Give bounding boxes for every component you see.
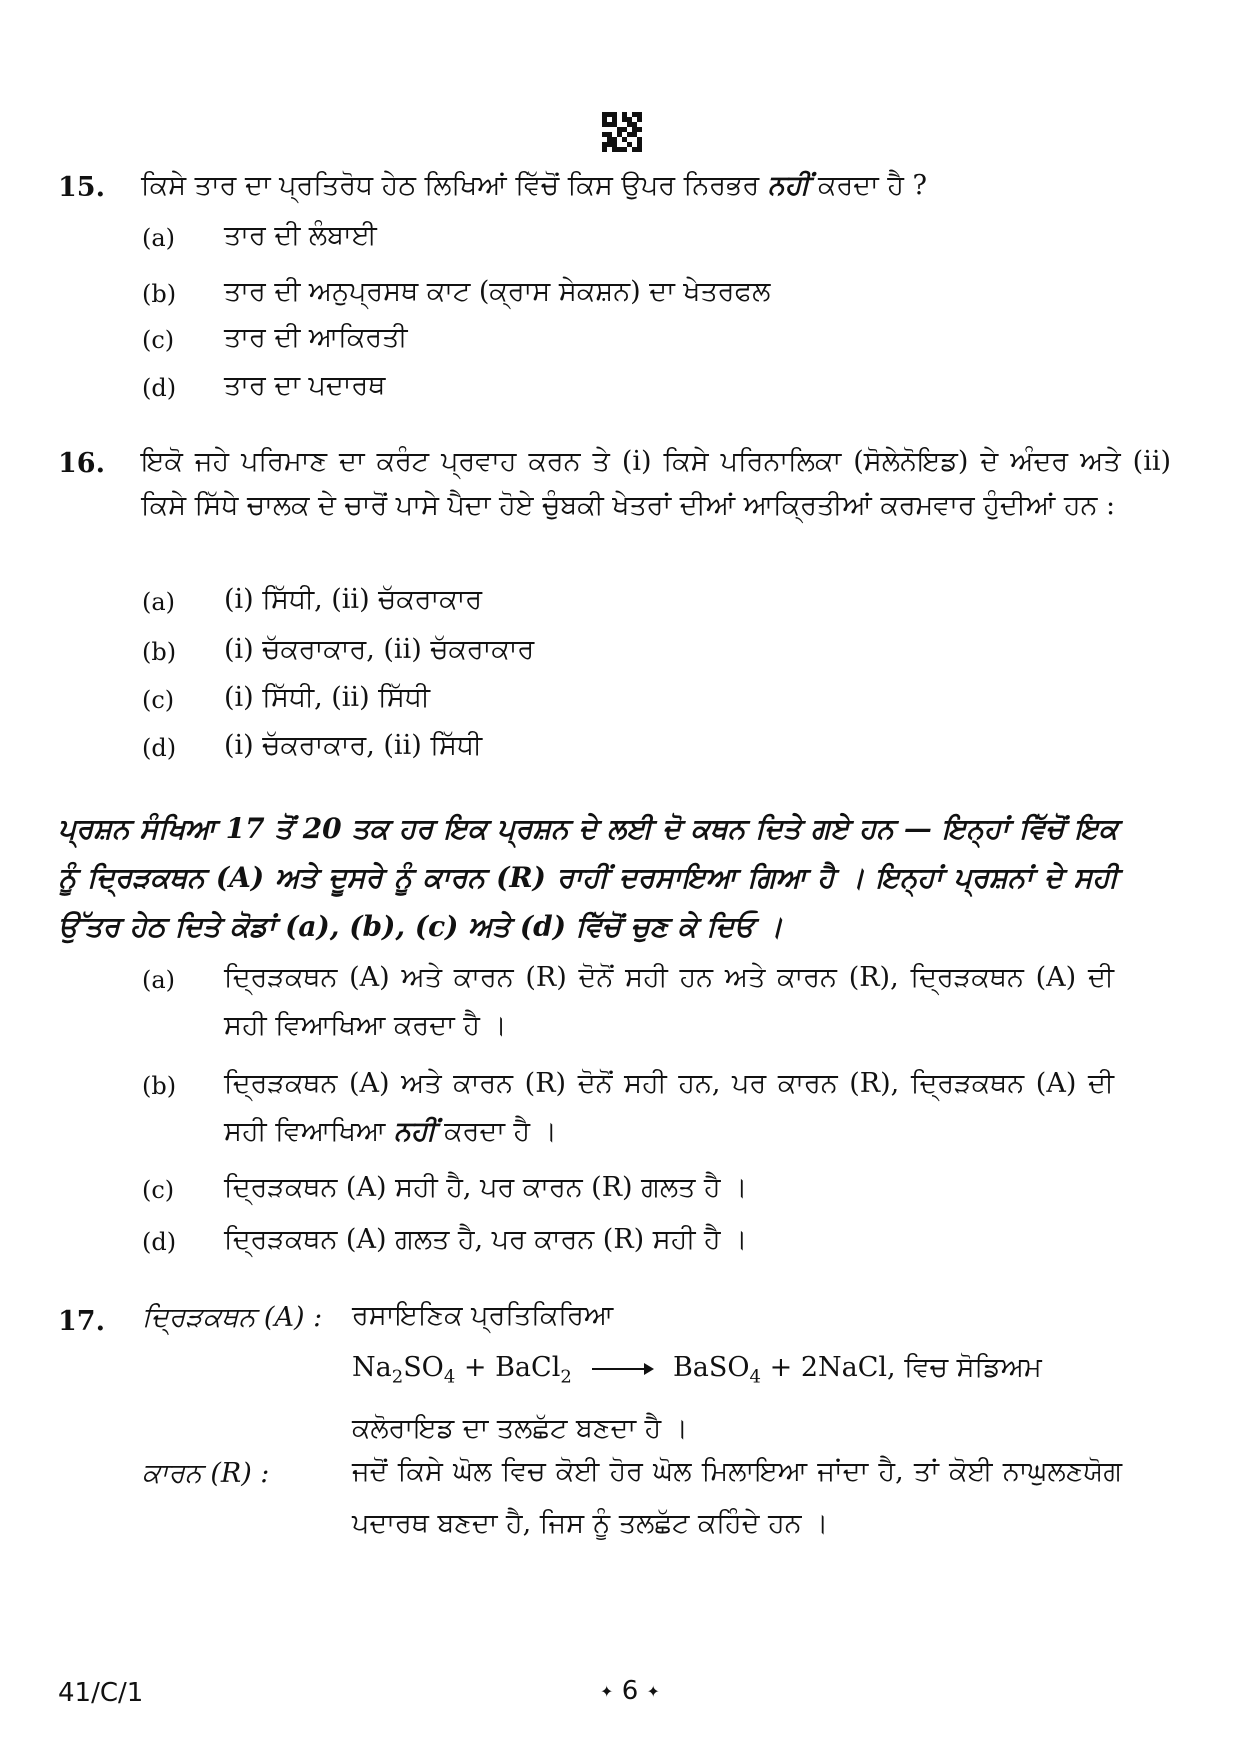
- question-number: 16.: [58, 448, 105, 479]
- question-number: 17.: [58, 1306, 105, 1337]
- question-stem: ਕਿਸੇ ਤਾਰ ਦਾ ਪ੍ਰਤਿਰੋਧ ਹੇਠ ਲਿਖਿਆਂ ਵਿੱਚੋਂ ਕਿਸ ਉਪਰ ਨਿਰਭਰ ਨਹੀਂ ਕਰਦਾ ਹੈ ?: [141, 170, 927, 201]
- diamond-ornament-icon: ✦: [600, 1682, 614, 1701]
- page-number: ✦ 6 ✦: [600, 1676, 660, 1706]
- emphasis-not: ਨਹੀਂ: [394, 1116, 436, 1147]
- chemical-equation: $Na_2SO_4$ + BaCl$_2$ BaSO$_4$ + 2NaCl, ਵਿਚ ਸੋਡਿਅਮ: [352, 1352, 1042, 1388]
- question-stem: ਇਕੋ ਜਹੇ ਪਰਿਮਾਣ ਦਾ ਕਰੰਟ ਪ੍ਰਵਾਹ ਕਰਨ ਤੇ (i) ਕਿਸੇ ਪਰਿਨਾਲਿਕਾ (ਸੋਲੇਨੋਇਡ) ਦੇ ਅੰਦਰ ਅਤੇ (ii) ਕਿਸੇ ਸਿੱਧੇ ਚਾਲਕ ਦੇ ਚਾਰੋਂ ਪਾਸੇ ਪੈਦਾ ਹੋਏ ਚੁੰਬਕੀ ਖੇਤਰਾਂ ਦੀਆਂ ਆਕ੍ਰਿਤੀਆਂ ਕਰਮਵਾਰ ਹੁੰਦੀਆਂ ਹਨ :: [141, 446, 1171, 521]
- reason-text: ਜਦੋਂ ਕਿਸੇ ਘੋਲ ਵਿਚ ਕੋਈ ਹੋਰ ਘੋਲ ਮਿਲਾਇਆ ਜਾਂਦਾ ਹੈ, ਤਾਂ ਕੋਈ ਨਾਘੁਲਣਯੋਗ ਪਦਾਰਥ ਬਣਦਾ ਹੈ, ਜਿਸ ਨੂੰ ਤਲਛੱਟ ਕਹਿੰਦੇ ਹਨ ।: [352, 1456, 1122, 1539]
- assertion-label: ਦ੍ਰਿੜਕਥਨ (A) :: [142, 1302, 323, 1333]
- instructions-text: ਪ੍ਰਸ਼ਨ ਸੰਖਿਆ 17 ਤੋਂ 20 ਤਕ ਹਰ ਇਕ ਪ੍ਰਸ਼ਨ ਦੇ ਲਈ ਦੋ ਕਥਨ ਦਿਤੇ ਗਏ ਹਨ — ਇਨ੍ਹਾਂ ਵਿੱਚੋਂ ਇਕ ਨੂੰ ਦ੍ਰਿੜਕਥਨ (A) ਅਤੇ ਦੂਸਰੇ ਨੂੰ ਕਾਰਨ (R) ਰਾਹੀਂ ਦਰਸਾਇਆ ਗਿਆ ਹੈ । ਇਨ੍ਹਾਂ ਪ੍ਰਸ਼ਨਾਂ ਦੇ ਸਹੀ ਉੱਤਰ ਹੇਠ ਦਿਤੇ ਕੋਡਾਂ (a), (b), (c) ਅਤੇ (d) ਵਿੱਚੋਂ ਚੁਣ ਕੇ ਦਿਓ ।: [58, 812, 1118, 943]
- reaction-arrow-icon: [592, 1368, 652, 1370]
- qr-code: [602, 112, 642, 152]
- diamond-ornament-icon: ✦: [646, 1682, 660, 1701]
- reason-label: ਕਾਰਨ (R) :: [142, 1458, 270, 1489]
- paper-code: 41/C/1: [58, 1678, 144, 1708]
- question-number: 15.: [58, 172, 105, 203]
- exam-page: 15. ਕਿਸੇ ਤਾਰ ਦਾ ਪ੍ਰਤਿਰੋਧ ਹੇਠ ਲਿਖਿਆਂ ਵਿੱਚੋਂ ਕਿਸ ਉਪਰ ਨਿਰਭਰ ਨਹੀਂ ਕਰਦਾ ਹੈ ? (a) ਤਾਰ ਦੀ ਲੰਬਾਈ (b) ਤਾਰ ਦੀ ਅਨੁਪ੍ਰਸਥ ਕਾਟ (ਕ੍ਰਾਸ ਸੇਕਸ਼ਨ) ਦਾ ਖੇਤਰਫਲ (c) ਤਾਰ ਦੀ ਆਕਿਰਤੀ (d) ਤਾਰ ਦਾ ਪਦਾਰਥ 16. ਇਕੋ ਜਹੇ ਪਰਿਮਾਣ ਦਾ ਕਰੰਟ ਪ੍ਰਵਾਹ ਕਰਨ ਤੇ (i) ਕਿਸੇ ਪਰਿਨਾਲਿਕਾ (ਸੋਲੇਨੋਇਡ) ਦੇ ਅੰਦਰ ਅਤੇ (ii) ਕਿਸੇ ਸਿੱਧੇ ਚਾਲਕ ਦੇ ਚਾਰੋਂ ਪਾਸੇ ਪੈਦਾ ਹੋਏ ਚੁੰਬਕੀ ਖੇਤਰਾਂ ਦੀਆਂ ਆਕ੍ਰਿਤੀਆਂ ਕਰਮਵਾਰ ਹੁੰਦੀਆਂ ਹਨ : (a) (i) ਸਿੱਧੀ, (ii) ਚੱਕਰਾਕਾਰ (b) (i) ਚੱਕਰਾਕਾਰ, (ii) ਚੱਕਰਾਕਾਰ (c) (i) ਸਿੱਧੀ, (ii) ਸਿੱਧੀ (d) (i) ਚੱਕਰਾਕਾਰ, (ii) ਸਿੱਧੀ ਪ੍ਰਸ਼ਨ ਸੰਖਿਆ 17 ਤੋਂ 20 ਤਕ ਹਰ ਇਕ ਪ੍ਰਸ਼ਨ ਦੇ ਲਈ ਦੋ ਕਥਨ ਦਿਤੇ ਗਏ ਹਨ — ਇਨ੍ਹਾਂ ਵਿੱਚੋਂ ਇਕ ਨੂੰ ਦ੍ਰਿੜਕਥਨ (A) ਅਤੇ ਦੂਸਰੇ ਨੂੰ ਕਾਰਨ (R) ਰਾਹੀਂ ਦਰਸਾਇਆ ਗਿਆ ਹੈ । ਇਨ੍ਹਾਂ ਪ੍ਰਸ਼ਨਾਂ ਦੇ ਸਹੀ ਉੱਤਰ ਹੇਠ ਦਿਤੇ ਕੋਡਾਂ (a), (b), (c) ਅਤੇ (d) ਵਿੱਚੋਂ ਚੁਣ ਕੇ ਦਿਓ । (a) ਦ੍ਰਿੜਕਥਨ (A) ਅਤੇ ਕਾਰਨ (R) ਦੋਨੋਂ ਸਹੀ ਹਨ ਅਤੇ ਕਾਰਨ (R), ਦ੍ਰਿੜਕਥਨ (A) ਦੀ ਸਹੀ ਵਿਆਖਿਆ ਕਰਦਾ ਹੈ । (b) ਦ੍ਰਿੜਕਥਨ (A) ਅਤੇ ਕਾਰਨ (R) ਦੋਨੋਂ ਸਹੀ ਹਨ, ਪਰ ਕਾਰਨ (R), ਦ੍ਰਿੜਕਥਨ (A) ਦੀ ਸਹੀ ਵਿਆਖਿਆ ਨਹੀਂ ਕਰਦਾ ਹੈ । (c) ਦ੍ਰਿੜਕਥਨ (A) ਸਹੀ ਹੈ, ਪਰ ਕਾਰਨ (R) ਗਲਤ ਹੈ । (d) ਦ੍ਰਿੜਕਥਨ (A) ਗਲਤ ਹੈ, ਪਰ ਕਾਰਨ (R) ਸਹੀ ਹੈ । 17. ਦ੍ਰਿੜਕਥਨ (A) : ਰਸਾਇਣਿਕ ਪ੍ਰਤਿਕਿਰਿਆ $Na_2SO_4$ + BaCl$_2$ BaSO$_4$ + 2NaCl, ਵਿਚ ਸੋਡਿਅਮ ਕਲੋਰਾਇਡ ਦਾ ਤਲਛੱਟ ਬਣਦਾ ਹੈ । ਕਾਰਨ (R) : ਜਦੋਂ ਕਿਸੇ ਘੋਲ ਵਿਚ ਕੋਈ ਹੋਰ ਘੋਲ ਮਿਲਾਇਆ ਜਾਂਦਾ ਹੈ, ਤਾਂ ਕੋਈ ਨਾਘੁਲਣਯੋਗ ਪਦਾਰਥ ਬਣਦਾ ਹੈ, ਜਿਸ ਨੂੰ ਤਲਛੱਟ ਕਹਿੰਦੇ ਹਨ । 41/C/1 ✦ 6 ✦: [0, 0, 1241, 1755]
- assertion-text: ਰਸਾਇਣਿਕ ਪ੍ਰਤਿਕਿਰਿਆ $Na_2SO_4$ + BaCl$_2$ BaSO$_4$ + 2NaCl, ਵਿਚ ਸੋਡਿਅਮ ਕਲੋਰਾਇਡ ਦਾ ਤਲਛੱਟ ਬਣਦਾ ਹੈ ।: [352, 1290, 1122, 1455]
- emphasis-not: ਨਹੀਂ: [767, 170, 810, 201]
